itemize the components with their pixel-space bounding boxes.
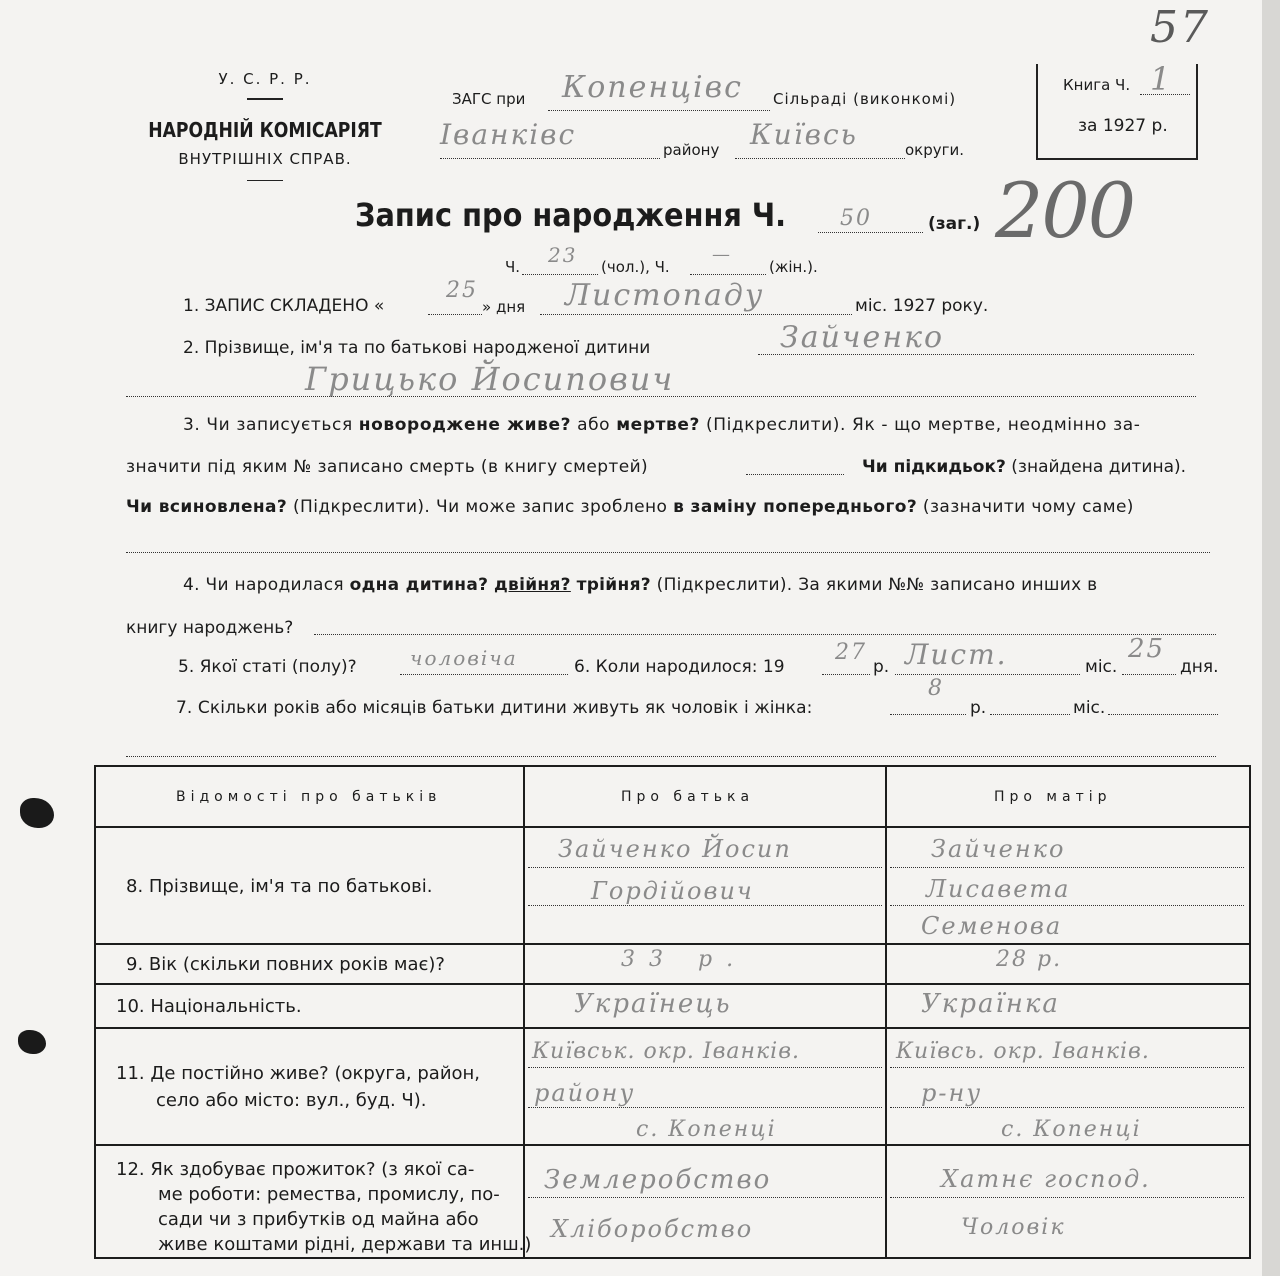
item4-line2: книгу народжень? — [126, 618, 294, 638]
book-number-line — [1140, 94, 1190, 95]
item3-foundling: Чи підкидьок? — [862, 457, 1006, 477]
item3-text: (Підкреслити). Як - що мертве, неодмінно за- — [699, 415, 1141, 435]
table-row-divider — [96, 983, 1249, 985]
record-number-handwriting: 50 — [840, 206, 872, 231]
father-residence-handwriting: с. Копенці — [636, 1117, 777, 1142]
female-number-suffix: (жін.). — [769, 258, 818, 276]
father-residence-handwriting: району — [534, 1079, 636, 1107]
row-label-livelihood-line: ме роботи: ремества, промислу, по- — [158, 1184, 500, 1205]
okrug-handwriting: Київсь — [750, 118, 858, 151]
item6-day-handwriting: 25 — [1128, 634, 1166, 664]
father-occupation-handwriting: Землеробство — [544, 1165, 772, 1195]
district-handwriting: Іванківс — [440, 118, 577, 151]
mother-occupation-handwriting: Хатнє господ. — [941, 1165, 1151, 1193]
ussr-label: У. С. Р. Р. — [218, 70, 312, 88]
father-patronymic-handwriting: Гордійович — [591, 877, 754, 905]
header-separator — [247, 180, 283, 182]
item6-year-handwriting: 27 — [835, 640, 867, 665]
ink-blot — [18, 1030, 46, 1054]
commissariat-label: НАРОДНІЙ КОМІСАРІЯТ — [148, 117, 382, 142]
record-number-suffix: (заг.) — [928, 214, 981, 234]
item3-line3 — [126, 497, 1134, 517]
district-line — [440, 158, 660, 159]
mother-patronymic-handwriting: Семенова — [921, 912, 1063, 940]
father-residence-handwriting: Київськ. окр. Іванків. — [532, 1039, 800, 1064]
table-row-divider — [96, 943, 1249, 945]
item7-years-suffix: р. — [970, 698, 987, 718]
item4-text: (Підкреслити). За якими №№ записано инших в — [650, 575, 1098, 595]
item7-months-line — [990, 714, 1070, 715]
department-label: ВНУТРІШНІХ СПРАВ. — [178, 149, 352, 168]
table-cell-line — [528, 1197, 882, 1198]
male-number-line — [522, 274, 598, 275]
row-label-livelihood-line: сади чи з прибутків од майна або — [158, 1209, 479, 1230]
table-cell-line — [528, 1107, 882, 1108]
item6-day-line — [1122, 674, 1176, 675]
item3-replacement: в заміну попереднього? — [673, 497, 918, 517]
ink-blot — [20, 798, 54, 828]
item2-label: 2. Прізвище, ім'я та по батькові народженої дитини — [183, 338, 651, 358]
table-header-info: Відомості про батьків — [176, 789, 442, 805]
table-cell-line — [890, 1107, 1244, 1108]
item3-text: (знайдена дитина). — [1005, 457, 1187, 477]
item3-death-number-line — [746, 474, 844, 475]
parents-table — [94, 765, 1251, 1259]
row-label-livelihood — [116, 1157, 531, 1257]
row-label-residence — [116, 1060, 480, 1114]
item6-month-handwriting: Лист. — [905, 638, 1008, 671]
item1-suffix: міс. 1927 року. — [855, 296, 989, 316]
item6-label: 6. Коли народилося: 19 — [574, 657, 785, 677]
item5-sex-handwriting: чоловіча — [410, 646, 518, 670]
corner-number-handwriting: 57 — [1150, 2, 1210, 53]
item4-twins: двійня? — [493, 575, 571, 595]
item4-text: 4. Чи народилася — [183, 575, 350, 595]
item3-line1 — [183, 415, 1140, 435]
item6-month-suffix: міс. — [1085, 657, 1118, 677]
row-label-nationality: 10. Національність. — [116, 996, 302, 1017]
row-label-livelihood-line: 12. Як здобуває прожиток? (з якої са- — [116, 1159, 475, 1180]
male-number-suffix: (чол.), Ч. — [601, 258, 670, 276]
mother-residence-handwriting: Київсь. окр. Іванків. — [896, 1039, 1150, 1064]
table-cell-line — [890, 1067, 1244, 1068]
row-label-residence-line: 11. Де постійно живе? (округа, район, — [116, 1063, 481, 1084]
item3-text: (зазначити чому саме) — [917, 497, 1134, 517]
village-line — [548, 110, 770, 111]
big-number-handwriting: 200 — [995, 166, 1135, 255]
row-label-residence-line: село або місто: вул., буд. Ч). — [156, 1090, 427, 1111]
item1-month-line — [540, 314, 852, 315]
item3-alive: новороджене живе? — [358, 415, 572, 435]
item7-label: 7. Скільки років або місяців батьки дитини живуть як чоловік і жінка: — [176, 698, 813, 718]
item3-text: або — [571, 415, 617, 435]
book-label: Книга Ч. — [1063, 76, 1131, 94]
father-age-handwriting: 33 р. — [621, 947, 748, 972]
table-cell-line — [528, 905, 882, 906]
item1-month-handwriting: Листопаду — [565, 278, 765, 313]
item3-text: (Підкреслити). Чи може запис зроблено — [287, 497, 674, 517]
record-number-line — [818, 232, 923, 233]
mother-name-handwriting: Лисавета — [926, 875, 1071, 903]
row-label-livelihood-line: живе коштами рідні, держави та инш.) — [158, 1234, 532, 1255]
item7-years-handwriting: 8 — [928, 676, 944, 701]
mother-nationality-handwriting: Українка — [921, 989, 1060, 1019]
item2-name-handwriting: Грицько Йосипович — [305, 360, 675, 398]
item6-month-line — [895, 674, 1080, 675]
okrug-line — [735, 158, 905, 159]
table-header-mother: Про матір — [994, 789, 1112, 805]
mother-surname-handwriting: Зайченко — [931, 835, 1066, 863]
header-authority — [120, 70, 410, 181]
item7-trailing-line — [1108, 714, 1218, 715]
book-year: за 1927 р. — [1078, 116, 1168, 136]
page-edge-shadow — [1262, 0, 1280, 1276]
table-cell-line — [528, 867, 882, 868]
item5-label: 5. Якої статі (полу)? — [178, 657, 357, 677]
item3-adopted: Чи всиновлена? — [126, 497, 288, 517]
item3-dead: мертве? — [616, 415, 700, 435]
item3-line2-b — [862, 457, 1186, 477]
mother-residence-handwriting: р-ну — [921, 1079, 983, 1107]
male-number-handwriting: 23 — [548, 243, 578, 267]
item4-triplets: трійня? — [576, 575, 651, 595]
mother-occupation-handwriting: Чоловік — [961, 1215, 1066, 1240]
item4-numbers-line — [314, 634, 1216, 635]
item5-sex-line — [400, 674, 568, 675]
item6-day-suffix: дня. — [1180, 657, 1219, 677]
item2-surname-line — [758, 354, 1194, 355]
item3-reason-line — [126, 552, 1210, 553]
item2-surname-handwriting: Зайченко — [780, 320, 945, 355]
item6-year-line — [822, 674, 870, 675]
table-header-father: Про батька — [621, 789, 755, 805]
row-label-age: 9. Вік (скільки повних років має)? — [126, 954, 445, 975]
father-nationality-handwriting: Українець — [574, 989, 732, 1019]
row-label-name: 8. Прізвище, ім'я та по батькові. — [126, 876, 433, 897]
item1-prefix: 1. ЗАПИС СКЛАДЕНО « — [183, 296, 385, 316]
item6-year-suffix: р. — [873, 657, 890, 677]
village-handwriting: Копенцівс — [562, 70, 743, 105]
item4-single: одна дитина? — [349, 575, 489, 595]
table-cell-line — [890, 1197, 1244, 1198]
okrug-label: округи. — [905, 141, 965, 159]
book-number-handwriting: 1 — [1150, 60, 1173, 98]
zags-prefix: ЗАГС при — [452, 90, 526, 108]
council-suffix: Сільраді (виконкомі) — [773, 90, 957, 108]
father-name-handwriting: Зайченко Йосип — [558, 835, 792, 863]
female-number-line — [690, 274, 766, 275]
male-number-label: Ч. — [505, 258, 521, 276]
item7-separator-line — [126, 756, 1216, 757]
father-occupation-handwriting: Хліборобство — [551, 1215, 754, 1243]
item1-day-handwriting: 25 — [446, 278, 478, 303]
table-row-divider — [96, 826, 1249, 828]
mother-residence-handwriting: с. Копенці — [1001, 1117, 1142, 1142]
item3-text: 3. Чи записується — [183, 415, 359, 435]
district-label: району — [663, 141, 720, 159]
item1-mid: » дня — [482, 298, 526, 316]
table-cell-line — [890, 905, 1244, 906]
table-cell-line — [528, 1067, 882, 1068]
table-row-divider — [96, 1027, 1249, 1029]
header-separator — [247, 98, 283, 100]
item4-line1 — [183, 575, 1097, 595]
item7-months-suffix: міс. — [1073, 698, 1106, 718]
female-number-handwriting: — — [712, 244, 732, 265]
item1-day-line — [428, 314, 482, 315]
item3-line2-a: значити під яким № записано смерть (в книгу смертей) — [126, 457, 649, 477]
table-column-divider — [885, 767, 887, 1257]
table-cell-line — [890, 867, 1244, 868]
table-row-divider — [96, 1144, 1249, 1146]
item7-years-line — [890, 714, 966, 715]
item2-name-line — [126, 396, 1196, 397]
record-title: Запис про народження Ч. — [355, 196, 787, 234]
mother-age-handwriting: 28 р. — [996, 947, 1063, 972]
